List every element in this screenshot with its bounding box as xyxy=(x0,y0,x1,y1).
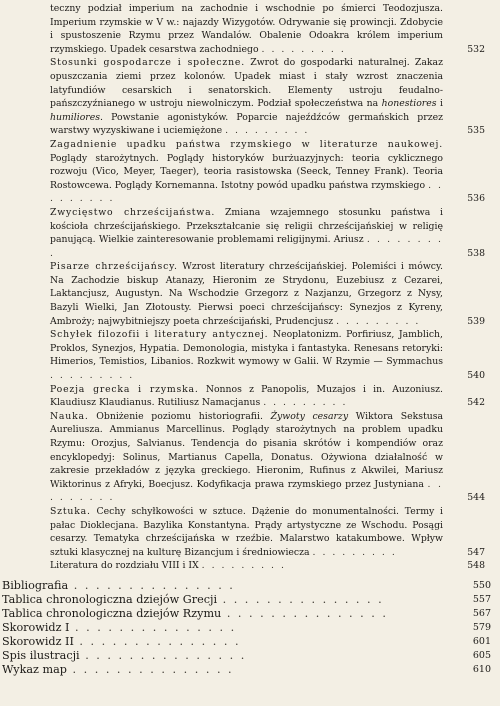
dot-leader: . . . . . . . . . . . . . . . xyxy=(217,592,384,606)
toc-back-entry xyxy=(2,634,491,649)
toc-entry xyxy=(50,559,485,573)
toc-entry-text: Nauka. Obniżenie poziomu historiografii. Żywoty cesarzy Wiktora Sekstusa Aureliusza. Ammianus Marcellinus. Poglądy starożytnych na problem upadku Rzymu: Orozjus, Salvianus. Tendencja do pisania skrótów i kompendiów oraz encyklopedyj: Solinus, Martianus Capella, Donatus. Ożywiona działalność w zakresie przekładów z języka greckiego. Hieronim, Rufinus z Akwilei, Mariusz Wiktorinus z Afryki, Boecjusz. Kodyfikacja prawa rzymskiego przez Justyniana . . . . . . . . . xyxy=(50,410,444,504)
toc-entry xyxy=(50,328,485,382)
page-number: 547 xyxy=(467,546,485,558)
toc-entry-text: Zagadnienie upadku państwa rzymskiego w literaturze naukowej. Poglądy starożytnych. Poglądy historyków burżuazyjnych: teoria cyklicznego rozwoju (Vico, Meyer, Taeger), teoria rasistowska (Seeck, Tenney Frank). Teoria Rostowcewa. Poglądy Kornemanna. Istotny powód upadku państwa rzymskiego . . . . . . . . . xyxy=(50,138,444,205)
toc-back-label: Skorowidz II xyxy=(2,634,74,648)
page-number: 548 xyxy=(467,560,485,572)
page-number: 544 xyxy=(467,492,485,504)
toc-entry xyxy=(50,2,485,56)
toc-back-label: Spis ilustracji xyxy=(2,648,80,662)
page-number: 535 xyxy=(467,125,485,137)
dot-leader: . . . . . . . . . . . . . . . xyxy=(73,634,241,648)
dot-leader: . . . . . . . . . xyxy=(50,370,135,382)
dot-leader: . . . . . . . . . xyxy=(201,560,286,572)
toc-back-entry xyxy=(2,606,491,621)
toc-back-entry xyxy=(2,648,491,663)
toc-entry xyxy=(50,410,485,505)
dot-leader: . . . . . . . . . . . . . . . xyxy=(66,662,234,676)
page-number: 579 xyxy=(472,621,491,633)
page-number: 538 xyxy=(467,247,485,259)
toc-back-entry xyxy=(2,592,491,607)
dot-leader: . . . . . . . . . xyxy=(336,315,421,327)
dot-leader: . . . . . . . . . xyxy=(312,546,397,558)
page-number: 567 xyxy=(472,607,491,619)
toc-back-label: Tablica chronologiczna dziejów Grecji xyxy=(2,592,218,606)
dot-leader: . . . . . . . . . xyxy=(261,43,346,55)
toc-entry-text: Sztuka. Cechy schyłkowości w sztuce. Dążenie do monumentalności. Termy i pałac Dioklecjana. Bazylika Konstantyna. Prądy artystyczne ze Wschodu. Posągi cesarzy. Tematyka chrześcijańska w rzeźbie. Malarstwo katakumbowe. Wpływ sztuki klasycznej na kulturę Bizancjum i średniowiecza . . . . . . . . . xyxy=(50,505,443,558)
toc-back-entry xyxy=(2,662,491,677)
toc-back-label: Skorowidz I xyxy=(2,620,70,634)
toc-entry-text: Zwycięstwo chrześcijaństwa. Zmiana wzajemnego stosunku państwa i kościoła chrześcijańskiego. Przekształcanie się religii chrześcijańskiej w religię panującą. Wielkie zainteresowanie problemami religijnymi. Ariusz . . . . . . . . . xyxy=(50,206,443,259)
page-number: 536 xyxy=(467,193,485,205)
toc-entry xyxy=(50,383,485,410)
page-number: 539 xyxy=(467,315,485,327)
page-number: 601 xyxy=(472,635,491,647)
toc-entry xyxy=(50,260,485,328)
toc-back-label: Tablica chronologiczna dziejów Rzymu xyxy=(2,606,222,620)
toc-entry xyxy=(50,56,485,138)
toc-back-label: Bibliografia xyxy=(2,578,69,592)
page-number: 542 xyxy=(467,397,485,409)
dot-leader: . . . . . . . . . . . . . . . xyxy=(221,606,388,620)
toc-entry-text: Schyłek filozofii i literatury antycznej. Neoplatonizm. Porfiriusz, Jamblich, Proklos, Synezjos, Hypatia. Demonologia, mistyka i fantastyka. Renesans retoryki: Himerios, Temistios, Libanios. Rozkwit wymowy w Galii. W Rzymie — Symmachus . . . . . . . . . xyxy=(50,329,443,382)
toc-entry-text: Pisarze chrześcijańscy. Wzrost literatury chrześcijańskiej. Polemiści i mówcy. Na Zachodzie biskup Atanazy, Hieronim ze Strydonu, Euzebiusz z Cezarei, Laktancjusz, Augustyn. Na Wschodzie Grzegorz z Nazjanzu, Grzegorz z Nysy, Bazyli Wielki, Jan Złotousty. Pierwsi poeci chrześcijańscy: Synezjos z Kyreny, Ambroży; najwybitniejszy poeta chrześcijański, Prudencjusz . . . . . . . . . xyxy=(50,261,443,327)
toc-entry-text: Poezja grecka i rzymska. Nonnos z Panopolis, Muzajos i in. Auzoniusz. Klaudiusz Klaudianus. Rutiliusz Namacjanus . . . . . . . . . xyxy=(50,383,443,409)
toc-entry xyxy=(50,138,485,206)
page-number: 557 xyxy=(472,593,491,605)
dot-leader: . . . . . . . . . xyxy=(50,234,443,259)
toc-entry-text: Stosunki gospodarcze i społeczne. Zwrot do gospodarki naturalnej. Zakaz opuszczania ziemi przez kolonów. Upadek miast i stały wzrost znaczenia latyfundiów cesarskich i senatorskich. Elementy ustroju feudalno-pańszczyźnianego w ustroju niewolniczym. Podział społeczeństwa na honestiores i humiliores. Powstanie agonistyków. Poparcie najeźdźców germańskich przez warstwy wyzyskiwane i uciemiężone . . . . . . . . . xyxy=(50,57,443,137)
dot-leader: . . . . . . . . . xyxy=(50,478,443,504)
toc-back-entry xyxy=(2,620,491,635)
toc-entry xyxy=(50,206,485,260)
toc-back-label: Wykaz map xyxy=(2,662,67,676)
dot-leader: . . . . . . . . . xyxy=(225,125,310,137)
toc-entry-text: teczny podział imperium na zachodnie i wschodnie po śmierci Teodozjusza. Imperium rzymskie w V w.: najazdy Wizygotów. Odrywanie się prowincji. Zdobycie i spustoszenie Rzymu przez Wandalów. Obalenie Odoakra królem imperium rzymskiego. Upadek cesarstwa zachodniego . . . . . . . . . xyxy=(50,3,443,55)
toc-entry xyxy=(50,505,485,559)
page-number: 610 xyxy=(472,663,491,675)
dot-leader: . . . . . . . . . . . . . . . xyxy=(69,620,237,634)
toc-back-entry xyxy=(2,578,491,593)
page-number: 605 xyxy=(472,649,491,661)
page-number: 532 xyxy=(467,43,485,55)
dot-leader: . . . . . . . . . . . . . . . xyxy=(79,648,247,662)
dot-leader: . . . . . . . . . xyxy=(263,397,348,409)
page-number: 550 xyxy=(472,579,491,591)
dot-leader: . . . . . . . . . xyxy=(50,179,444,205)
dot-leader: . . . . . . . . . . . . . . . xyxy=(68,578,235,592)
page-number: 540 xyxy=(467,370,485,382)
toc-entry-text: Literatura do rozdziału VIII i IX . . . . . . . . . xyxy=(50,560,286,572)
